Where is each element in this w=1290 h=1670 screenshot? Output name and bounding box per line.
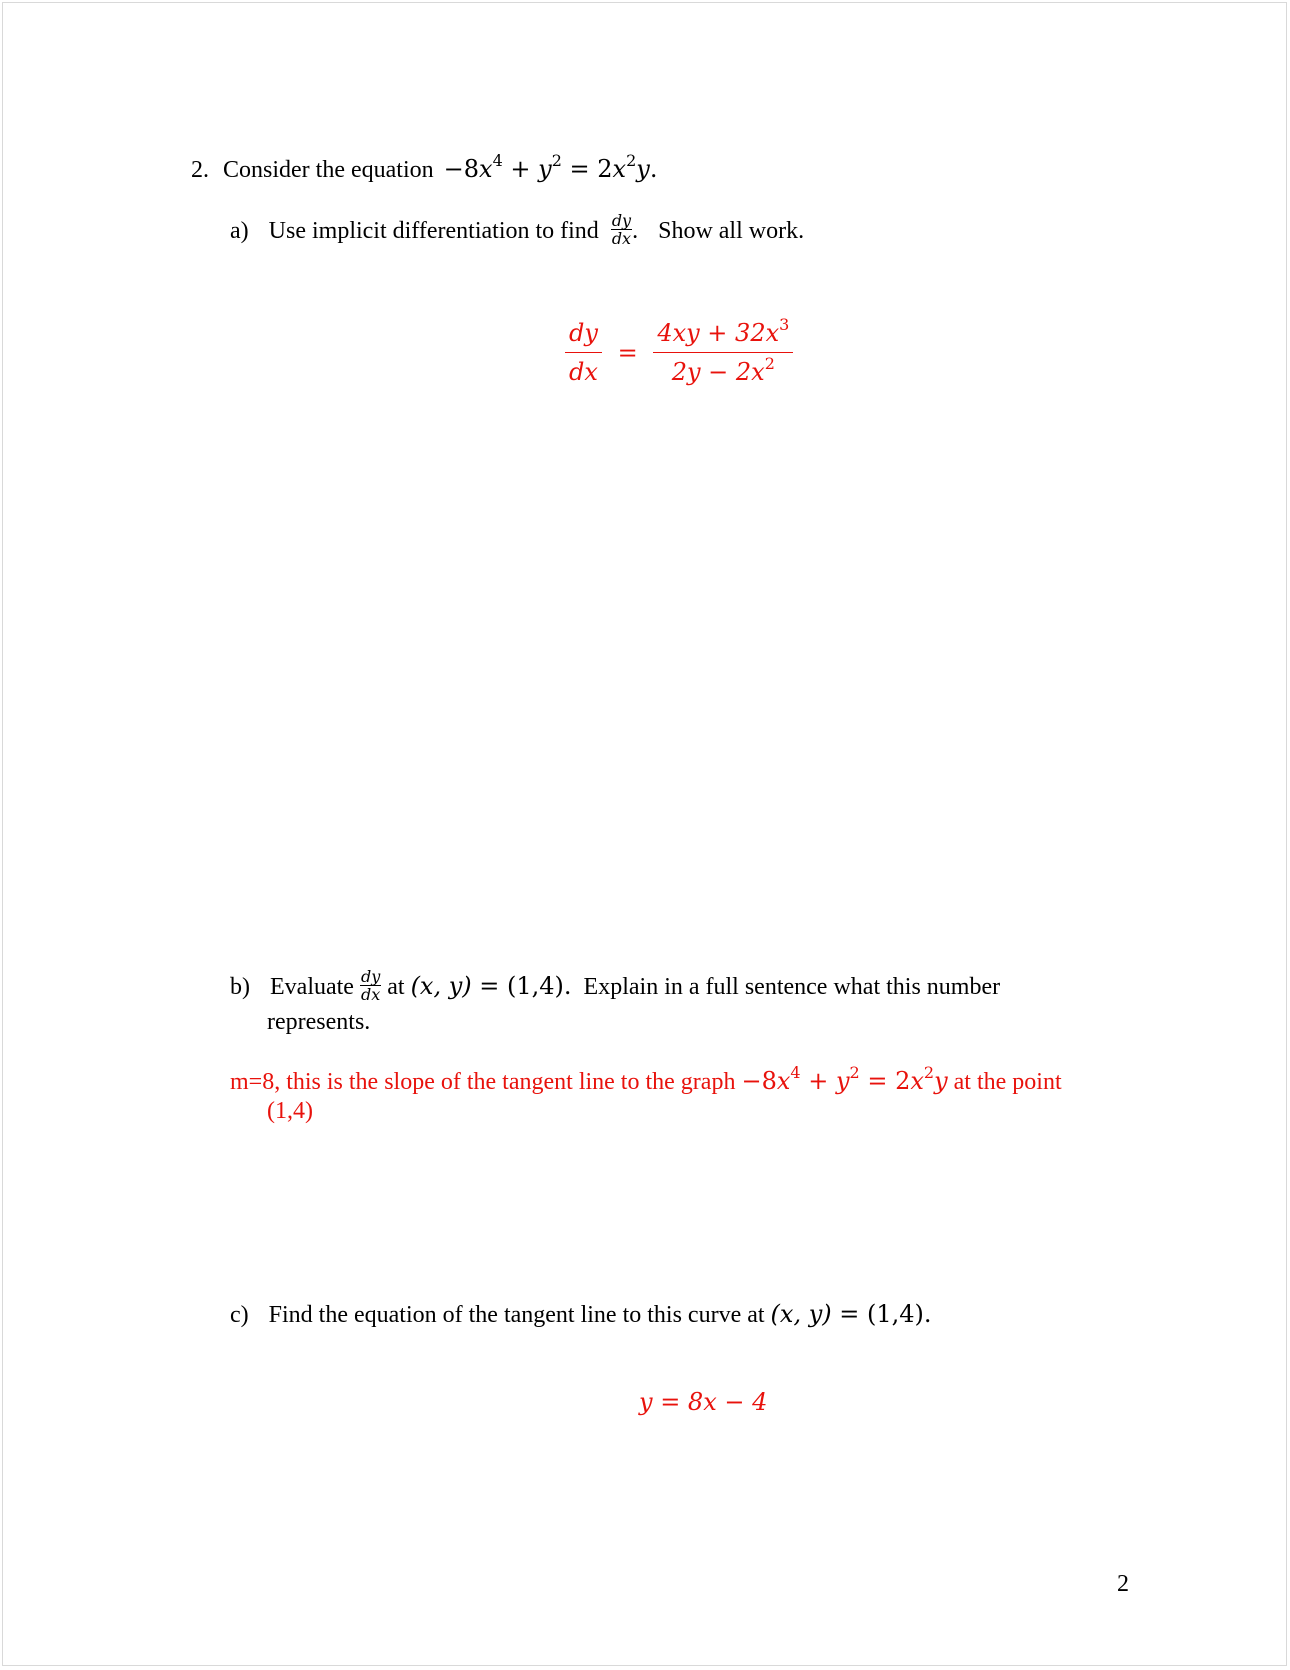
problem-equation: $-8x^4 + y^2 = 2x^2y$. [443,151,658,183]
part-b-text-at: at [387,974,405,1001]
part-a-frac-num: dy [611,211,632,230]
answer-lhs-den: dx [569,358,598,386]
part-b-answer-text1: m=8, this is the slope of the tangent line to the graph [230,1069,736,1095]
answer-rhs-den: $2y - 2x^2$ [671,354,775,386]
part-b-frac-den: dx [360,985,381,1004]
answer-rhs-num: $4xy + 32x^3$ [653,316,793,353]
part-a-frac-dot: . [632,218,639,245]
part-c-label: c) [230,1302,249,1328]
problem-statement [191,151,658,184]
part-b-answer-text2: at the point [953,1069,1062,1095]
part-b-derivative-fraction [360,968,381,1003]
part-b-question-line2 [267,1008,370,1036]
part-a-derivative-fraction [611,212,632,247]
part-c-answer [639,1388,767,1416]
part-b-text-before: Evaluate [270,974,354,1001]
part-a-frac-den: dx [611,229,632,248]
part-b-question [230,967,1001,1006]
part-b-label: b) [230,974,250,1001]
part-b-text-line2: represents. [267,1009,371,1035]
part-c-answer-equation: y = 8x − 4 [639,1388,768,1416]
part-b-answer-equation: $-8x^4 + y^2 = 2x^2y$ [741,1063,948,1095]
part-c-point: (x, y) = (1,4). [770,1300,932,1328]
part-b-answer [230,1063,1062,1096]
part-c-text: Find the equation of the tangent line to this curve at [268,1302,765,1328]
answer-lhs-fraction [565,316,602,389]
problem-number: 2. [191,157,209,183]
part-a-label: a) [230,218,249,245]
answer-equals: = [617,338,638,367]
part-a-text-after: Show all work. [658,218,805,245]
part-a-question [230,211,805,250]
part-a-text: Use implicit differentiation to find [268,218,599,245]
answer-lhs-num: dy [565,316,602,353]
page-number: 2 [1117,1571,1129,1597]
part-b-answer-line2 [267,1097,313,1125]
problem-intro: Consider the equation [223,157,434,183]
part-b-point: (x, y) = (1,4). [410,972,572,1001]
part-b-frac-num: dy [360,967,381,986]
part-b-answer-point: (1,4) [267,1098,313,1124]
document-page [2,2,1287,1666]
part-a-answer [565,316,793,389]
part-b-text-after: Explain in a full sentence what this number [583,974,1001,1001]
answer-rhs-fraction [653,316,793,389]
part-c-question [230,1300,932,1329]
